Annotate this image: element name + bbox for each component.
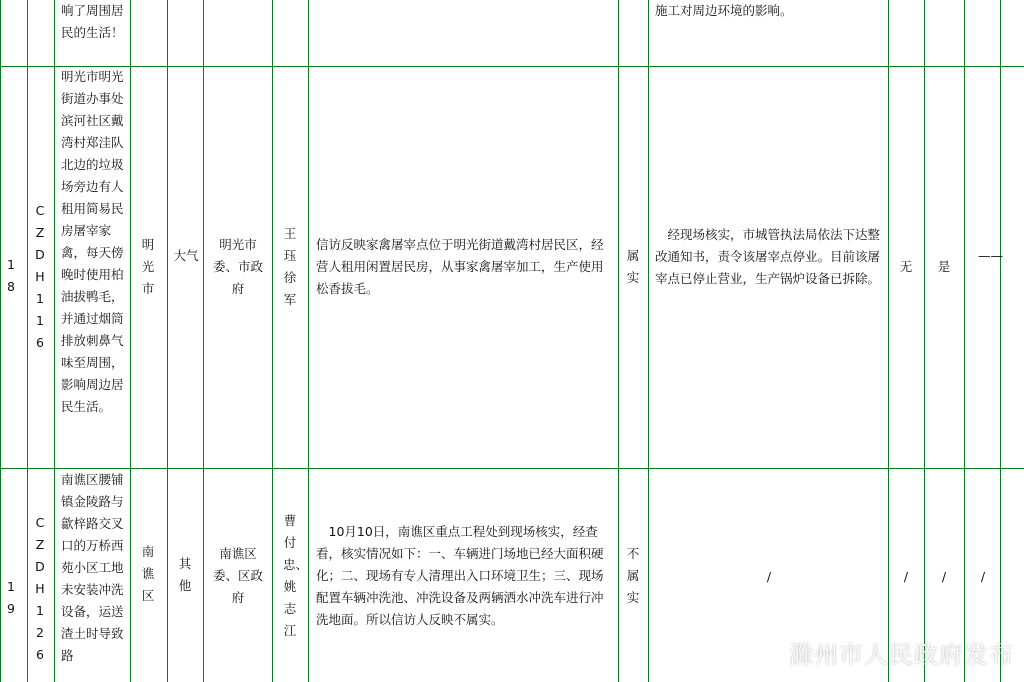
row-col12: / bbox=[980, 569, 986, 584]
row-type: 其他 bbox=[178, 556, 192, 593]
row-finding: 信访反映家禽屠宰点位于明光街道戴湾村居民区，经营人租用闲置居民房，从事家禽屠宰加工，生产使用松香拔毛。 bbox=[316, 237, 604, 296]
row-unit: 明光市委、市政府 bbox=[212, 237, 263, 296]
row-case-text: 明光市明光街道办事处滨河社区戴湾村郑洼队北边的垃圾场旁边有人租用简易民房屠宰家禽，每天傍晚时使用柏油拔鸭毛，并通过烟筒排放刺鼻气味至周围，影响周边居民生活。 bbox=[61, 69, 124, 414]
weibo-logo-icon bbox=[732, 646, 762, 668]
row-col11: 是 bbox=[937, 259, 951, 274]
row-code: CZDH116 bbox=[35, 203, 45, 350]
row-col11: / bbox=[941, 569, 947, 584]
row-col10: / bbox=[903, 569, 909, 584]
row-leader: 王珏徐军 bbox=[283, 226, 297, 307]
watermark-text: 滁州市人民政府发布 bbox=[789, 641, 1014, 669]
row-finding: 10月10日，南谯区重点工程处到现场核实，经查看，核实情况如下：一、车辆进门场地已经大面积硬化；二、现场有专人清理出入口环境卫生；三、现场配置车辆冲洗池、冲洗设备及两辆洒水冲洗车进行冲洗地面。所以信访人反映不属实。 bbox=[316, 524, 604, 627]
row-type: 大气 bbox=[173, 248, 199, 263]
top-row-case-text: 响了周围居民的生活！ bbox=[61, 3, 124, 40]
row-case-text: 南谯区腰铺镇金陵路与歙梓路交叉口的万桥西苑小区工地未安装冲洗设备，运送渣土时导致路 bbox=[61, 472, 124, 663]
row-verdict: 不属实 bbox=[626, 546, 640, 605]
row-area: 明光市 bbox=[141, 237, 155, 296]
row-unit: 南谯区委、区政府 bbox=[212, 546, 263, 605]
row-col12: —— bbox=[978, 248, 1003, 263]
row-area: 南谯区 bbox=[141, 544, 155, 603]
row-verdict: 属实 bbox=[626, 248, 640, 285]
top-row-result-text: 施工对周边环境的影响。 bbox=[655, 3, 793, 18]
row-handling: / bbox=[766, 569, 772, 584]
row-seq: 18 bbox=[7, 257, 15, 294]
row-col10: 无 bbox=[899, 259, 913, 274]
row-seq: 19 bbox=[7, 579, 15, 616]
row-handling: 经现场核实，市城管执法局依法下达整改通知书，责令该屠宰点停业。目前该屠宰点已停止营业，生产锅炉设备已拆除。 bbox=[655, 227, 881, 286]
row-leader: 曹付忠、姚志江 bbox=[283, 513, 309, 638]
row-code: CZDH126 bbox=[35, 515, 45, 662]
